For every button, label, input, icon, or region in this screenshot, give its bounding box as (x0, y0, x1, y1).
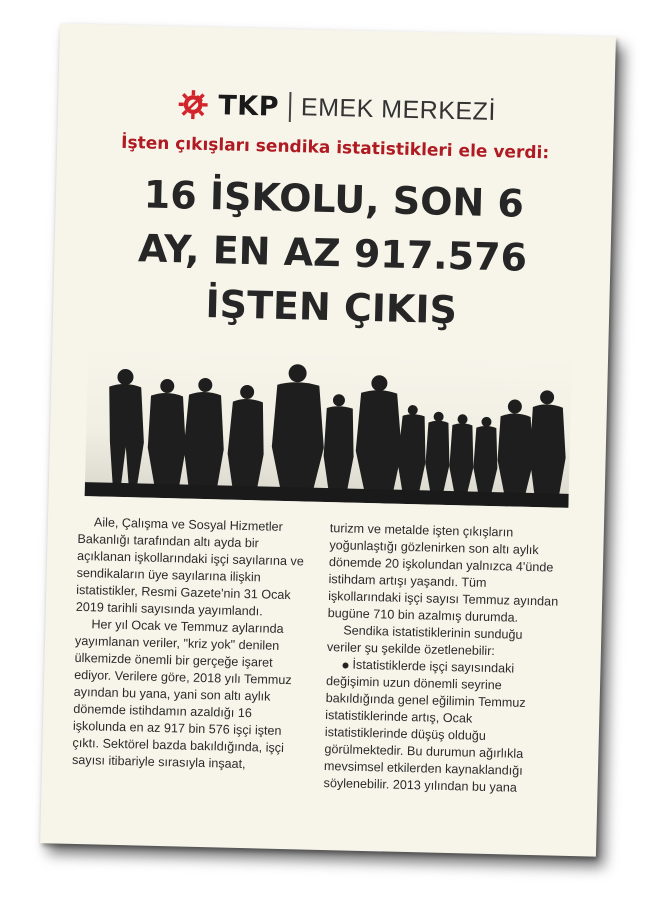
article-paragraph: turizm ve metalde işten çıkışların yoğunlaştığı gözlenirken son altı aylık dönemde 20 işkolundan yalnızca 4'ünde istihdam artışı yaşandı. Tüm işkollarındaki işçi sayısı Temmuz ayından bugüne 710 bin azalmış durumda. (327, 521, 559, 625)
article-column-right (323, 520, 562, 798)
bullet-text: İstatistiklerde işçi sayısındaki değişimin uzun dönemli seyrine bakıldığında genel eğilimin Temmuz istatistiklerinde artış, Ocak istatistiklerinde düşüş olduğu görülmektedir. Bu durumun ağırlıkla mevsimsel etkilerden kaynaklandığı söylenebilir. 2013 yılından bu yana (323, 657, 526, 795)
article-paragraph: Aile, Çalışma ve Sosyal Hizmetler Bakanlığı tarafından altı ayda bir açıklanan işkollarındaki işçi sayılarına ve sendikaların üye sayılarına ilişkin istatistikler, Resmi Gazete'nin 31 Ocak 2019 tarihli sayısında yayımlandı. (75, 515, 304, 619)
article-bullet (323, 656, 558, 798)
article-paragraph: Sendika istatistiklerinin sunduğu veriler şu şekilde özetlenebilir: (326, 623, 523, 659)
headline-line-2: AY, EN AZ 917.576 (137, 226, 528, 280)
hammer-sickle-gear-icon (176, 87, 211, 122)
bullet-icon (342, 662, 348, 668)
masthead-divider (289, 92, 292, 122)
newspaper-page (40, 23, 616, 856)
crowd-silhouette-photo (85, 346, 573, 508)
main-headline (67, 166, 599, 341)
headline-line-3: İŞTEN ÇIKIŞ (205, 281, 458, 333)
brand-name: TKP (217, 89, 280, 123)
headline-line-1: 16 İŞKOLU, SON 6 (143, 172, 525, 226)
masthead (58, 81, 615, 135)
kicker-heading: İşten çıkışları sendika istatistikleri ele verdi: (120, 132, 550, 164)
brand-subtitle: EMEK MERKEZİ (300, 92, 497, 126)
article-column-left (72, 514, 310, 775)
article-paragraph: Her yıl Ocak ve Temmuz aylarında yayımlanan veriler, "kriz yok" denilen ülkemizde önemli bir gerçeğe işaret ediyor. Verilere göre, 2018 yılı Temmuz ayından bu yana, yani son altı aylık dönemde istihdamın azaldığı 16 işkolunda en az 917 bin 576 işçi işten çıktı. Sektörel bazda bakıldığında, işçi sayısı itibariyle sırasıyla inşaat, (71, 617, 292, 772)
